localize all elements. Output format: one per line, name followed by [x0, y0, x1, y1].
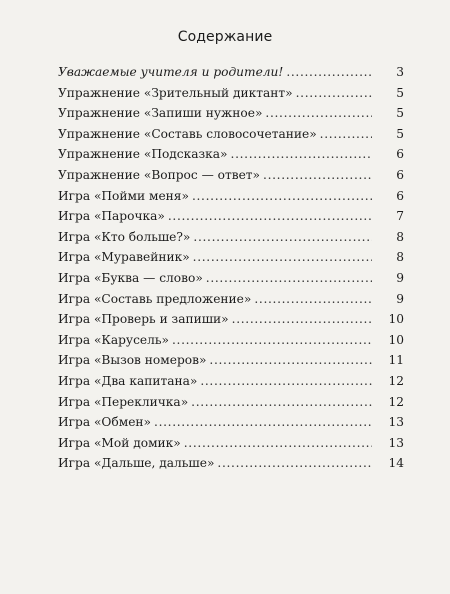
toc-entry	[58, 456, 404, 477]
dot-leader	[193, 230, 372, 244]
toc-entry-page: 7	[396, 209, 404, 224]
dot-leader	[286, 65, 372, 79]
dot-leader	[320, 127, 372, 141]
toc-entry-label: Игра «Парочка»	[58, 209, 165, 224]
toc-entry-label: Упражнение «Запиши нужное»	[58, 106, 263, 121]
toc-entry	[58, 395, 404, 416]
toc-entry-label: Игра «Проверь и запиши»	[58, 312, 229, 327]
toc-entry-label: Упражнение «Зрительный диктант»	[58, 85, 293, 100]
toc-entry	[58, 436, 404, 457]
toc-entry-label: Игра «Дальше, дальше»	[58, 456, 215, 471]
toc-entry-page: 6	[396, 167, 404, 182]
toc-entry	[58, 127, 404, 148]
toc-entry-page: 10	[388, 312, 404, 327]
toc-entry-label: Упражнение «Вопрос — ответ»	[58, 167, 261, 182]
toc-entry	[58, 106, 404, 127]
page-title: Содержание	[177, 29, 273, 45]
toc-entry-label: Игра «Карусель»	[58, 332, 169, 347]
toc-entry	[58, 168, 404, 189]
toc-entry	[58, 333, 404, 354]
toc-entry-page: 6	[396, 147, 404, 162]
toc-entry	[58, 250, 404, 271]
toc-entry-label: Игра «Муравейник»	[58, 250, 190, 265]
dot-leader	[206, 271, 372, 285]
toc-entry-page: 11	[388, 353, 404, 368]
toc-entry-label: Игра «Вызов номеров»	[58, 353, 207, 368]
dot-leader	[209, 353, 372, 367]
toc-entry-page: 12	[388, 373, 404, 388]
toc-entry-label: Игра «Составь предложение»	[58, 291, 252, 306]
toc-entry	[58, 86, 404, 107]
toc-entry-page: 5	[396, 85, 404, 100]
dot-leader	[172, 333, 372, 347]
toc-entry-page: 5	[396, 106, 404, 121]
dot-leader	[192, 189, 372, 203]
toc-entry	[58, 147, 404, 168]
toc-entry	[58, 271, 404, 292]
toc-entry-label: Уважаемые учителя и родители!	[58, 65, 284, 79]
dot-leader	[217, 456, 372, 470]
toc-entry-page: 12	[388, 394, 404, 409]
toc-entry	[58, 312, 404, 333]
toc-entry	[58, 353, 404, 374]
dot-leader	[232, 312, 372, 326]
dot-leader	[184, 436, 372, 450]
dot-leader	[193, 250, 372, 264]
dot-leader	[200, 374, 372, 388]
toc-entry	[58, 292, 404, 313]
toc-entry-page: 13	[388, 415, 404, 430]
toc-entry-page: 3	[396, 65, 404, 79]
toc-entry	[58, 230, 404, 251]
toc-entry-page: 6	[396, 188, 404, 203]
dot-leader	[296, 86, 372, 100]
table-of-contents	[58, 65, 404, 477]
toc-entry-label: Игра «Пойми меня»	[58, 188, 189, 203]
toc-entry-page: 5	[396, 126, 404, 141]
toc-entry-label: Упражнение «Составь словосочетание»	[58, 126, 317, 141]
toc-entry	[58, 374, 404, 395]
toc-entry-page: 9	[396, 291, 404, 306]
toc-entry-label: Упражнение «Подсказка»	[58, 147, 228, 162]
toc-entry-label: Игра «Буква — слово»	[58, 270, 203, 285]
toc-entry-label: Игра «Мой домик»	[58, 435, 181, 450]
dot-leader	[231, 147, 372, 161]
toc-entry-label: Игра «Два капитана»	[58, 373, 198, 388]
toc-entry-label: Игра «Обмен»	[58, 415, 152, 430]
toc-entry-label: Игра «Перекличка»	[58, 394, 189, 409]
toc-entry-page: 14	[388, 456, 404, 471]
toc-entry-page: 8	[396, 250, 404, 265]
dot-leader	[154, 415, 372, 429]
toc-entry	[58, 415, 404, 436]
toc-entry-page: 13	[388, 435, 404, 450]
toc-entry	[58, 65, 404, 86]
dot-leader	[265, 106, 372, 120]
dot-leader	[254, 292, 372, 306]
toc-entry	[58, 189, 404, 210]
toc-entry-page: 9	[396, 270, 404, 285]
dot-leader	[263, 168, 372, 182]
toc-entry-page: 8	[396, 229, 404, 244]
toc-entry-label: Игра «Кто больше?»	[58, 229, 191, 244]
toc-entry-page: 10	[388, 332, 404, 347]
dot-leader	[191, 395, 372, 409]
dot-leader	[168, 209, 372, 223]
toc-entry	[58, 209, 404, 230]
